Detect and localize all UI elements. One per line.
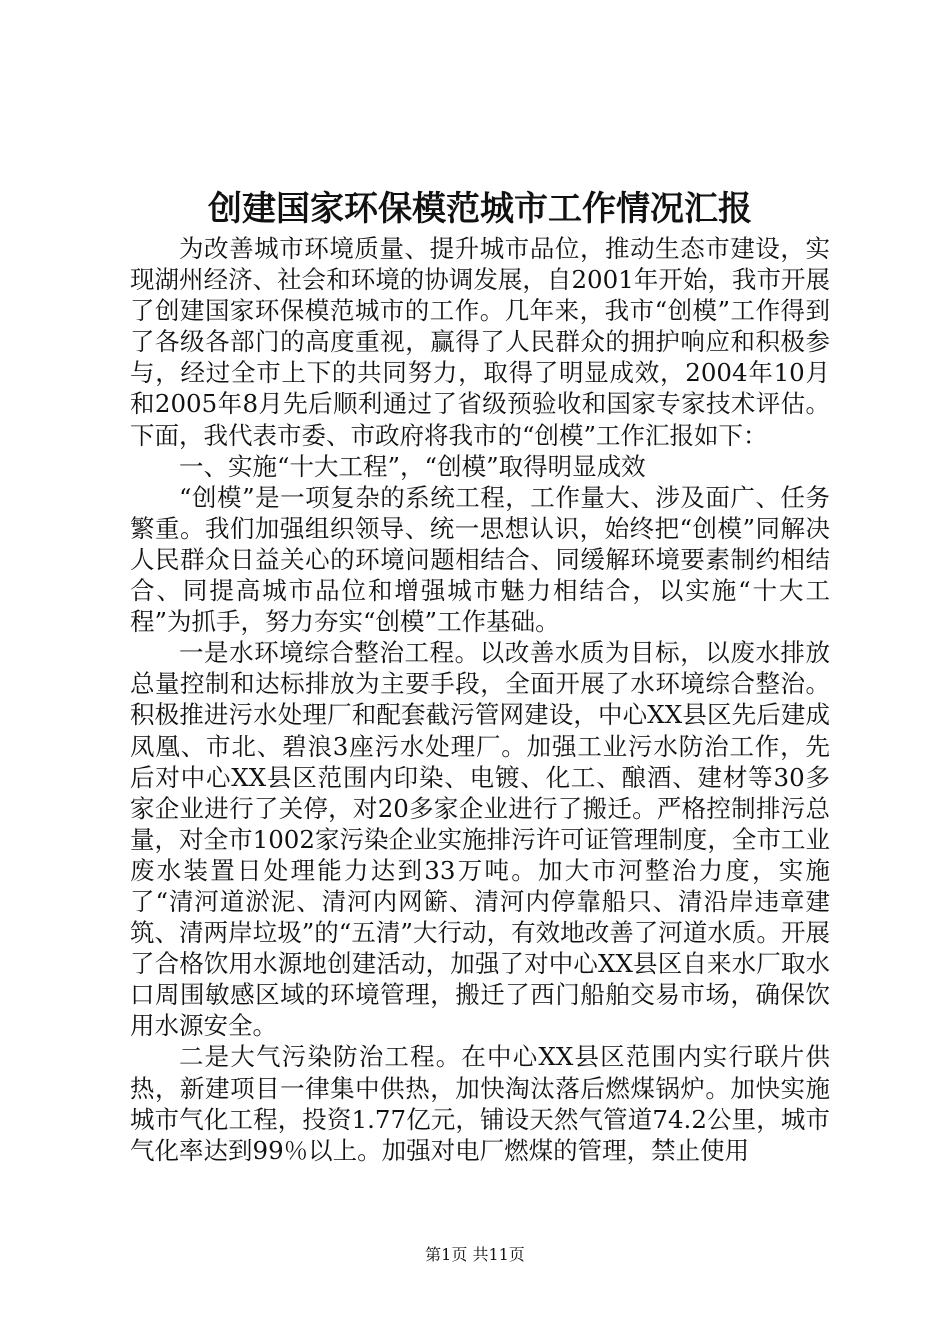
page-footer: 第1页 共11页 [425,1245,525,1264]
section-heading-1: 一、实施“十大工程”，“创模”取得明显成效 [179,451,646,481]
document-body [130,233,830,1166]
paragraph-air: 二是大气污染防治工程。在中心XX县区范围内实行联片供热，新建项目一律集中供热，加快淘汰落后燃煤锅炉。加快实施城市气化工程，投资1.77亿元，铺设天然气管道74.2公里，城市气化率达到99％以上。加强对电厂燃煤的管理，禁止使用 [130,1042,830,1165]
paragraph-water: 一是水环境综合整治工程。以改善水质为目标，以废水排放总量控制和达标排放为主要手段，全面开展了水环境综合整治。积极推进污水处理厂和配套截污管网建设，中心XX县区先后建成凤凰、市北、碧浪3座污水处理厂。加强工业污水防治工作，先后对中心XX县区范围内印染、电镀、化工、酿酒、建材等30多家企业进行了关停，对20多家企业进行了搬迁。严格控制排污总量，对全市1002家污染企业实施排污许可证管理制度，全市工业废水装置日处理能力达到33万吨。加大市河整治力度，实施了“清河道淤泥、清河内网簖、清河内停靠船只、清沿岸违章建筑、清两岸垃圾”的“五清”大行动，有效地改善了河道水质。开展了合格饮用水源地创建活动，加强了对中心XX县区自来水厂取水口周围敏感区域的环境管理，搬迁了西门船舶交易市场，确保饮用水源安全。 [130,638,830,1041]
paragraph-overview: “创模”是一项复杂的系统工程，工作量大、涉及面广、任务繁重。我们加强组织领导、统一思想认识，始终把“创模”同解决人民群众日益关心的环境问题相结合、同缓解环境要素制约相结合、同提高城市品位和增强城市魅力相结合，以实施“十大工程”为抓手，努力夯实“创模”工作基础。 [130,482,830,637]
paragraph-intro: 为改善城市环境质量、提升城市品位，推动生态市建设，实现湖州经济、社会和环境的协调发展，自2001年开始，我市开展了创建国家环保模范城市的工作。几年来，我市“创模”工作得到了各级各部门的高度重视，赢得了人民群众的拥护响应和积极参与，经过全市上下的共同努力，取得了明显成效，2004年10月和2005年8月先后顺利通过了省级预验收和国家专家技术评估。下面，我代表市委、市政府将我市的“创模”工作汇报如下： [130,234,830,450]
document-title: 创建国家环保模范城市工作情况汇报 [208,189,752,229]
